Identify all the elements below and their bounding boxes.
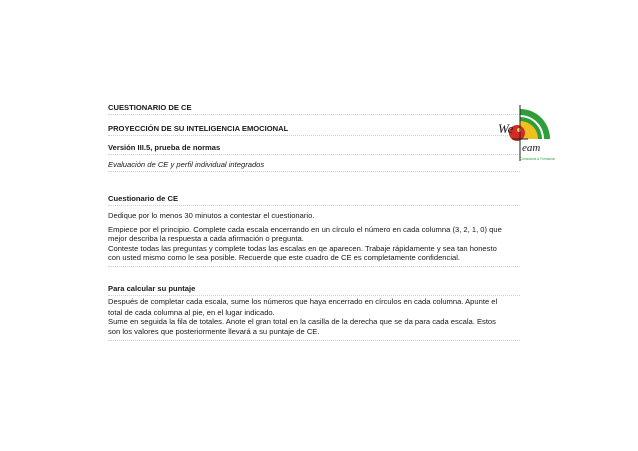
description-label: Evaluación de CE y perfil individual integrados bbox=[108, 160, 265, 169]
instruction-line: Empiece por el principio. Complete cada escala encerrando en un círculo el número en cada columna (3, 2, 1, 0) que bbox=[108, 224, 502, 234]
instruction-line: Dedique por lo menos 30 minutos a contestar el cuestionario. bbox=[108, 211, 315, 220]
document-title: CUESTIONARIO DE CE bbox=[108, 103, 192, 112]
section-heading-questionnaire: Cuestionario de CE bbox=[108, 194, 179, 203]
scoring-line: Después de completar cada escala, sume los números que haya encerrado en círculos en cada columna. Apunte el bbox=[108, 297, 498, 306]
scoring-line: Sume en seguida la fila de totales. Anote el gran total en la casilla de la derecha que se da para cada escala. Estos bbox=[108, 317, 496, 327]
logo-text-team: eam bbox=[522, 142, 541, 154]
divider bbox=[108, 266, 520, 267]
divider bbox=[108, 340, 520, 341]
scoring-line: total de cada columna al pie, en el lugar indicado. bbox=[108, 307, 275, 317]
instruction-line: con usted mismo como le sea posible. Recuerde que este cuadro de CE es completamente confidencial. bbox=[108, 253, 461, 263]
divider bbox=[108, 171, 520, 172]
divider bbox=[108, 135, 520, 136]
scoring-line: son los valores que posteriormente llevará a su puntaje de CE. bbox=[108, 326, 320, 336]
logo-tagline: Consultoría & Formación bbox=[520, 157, 556, 161]
divider bbox=[108, 154, 520, 155]
weteam-logo bbox=[498, 103, 590, 165]
logo-text-we: We bbox=[498, 121, 514, 136]
instructions-paragraph bbox=[108, 211, 528, 263]
section-heading-scoring: Para calcular su puntaje bbox=[108, 284, 196, 293]
scoring-paragraph bbox=[108, 297, 528, 336]
instruction-line: mejor describa la respuesta a cada afirmación o pregunta. bbox=[108, 234, 304, 244]
divider bbox=[108, 205, 520, 206]
document-subtitle: PROYECCIÓN DE SU INTELIGENCIA EMOCIONAL bbox=[108, 124, 289, 133]
divider bbox=[108, 295, 520, 296]
instruction-line: Conteste todas las preguntas y complete todas las escalas en qe aparecen. Trabaje rápidamente y sea tan honesto bbox=[108, 243, 497, 253]
divider bbox=[108, 114, 520, 115]
version-label: Versión III.5, prueba de normas bbox=[108, 143, 221, 152]
